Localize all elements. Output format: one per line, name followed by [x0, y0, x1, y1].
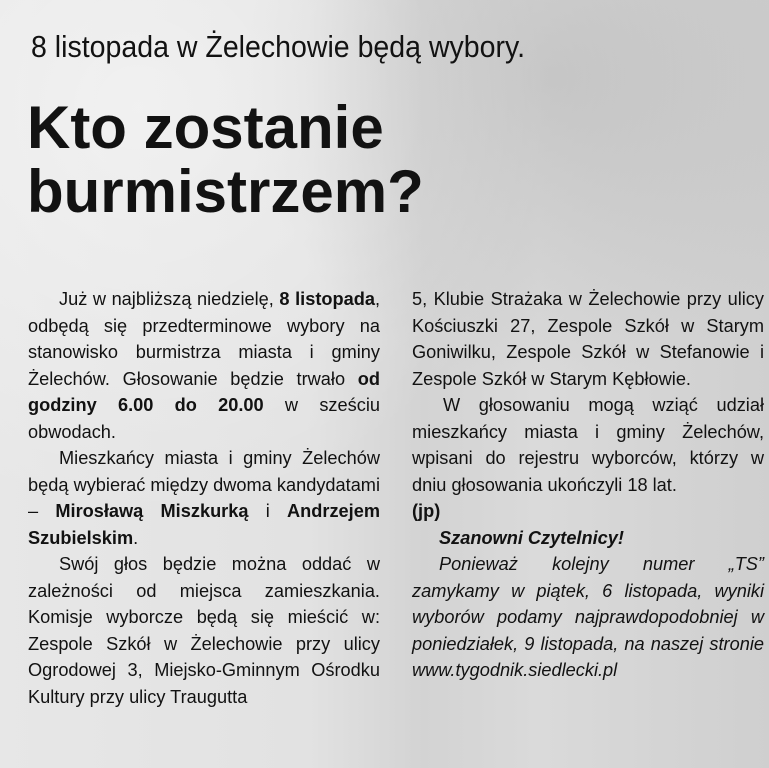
- text-run: .: [133, 527, 139, 548]
- article-left-column: [28, 286, 380, 710]
- text-run: i: [248, 501, 288, 521]
- headline-line-1: Kto zostanie: [27, 94, 384, 161]
- bold-date: 8 listopada: [279, 289, 375, 309]
- text-run: Już w najbliższą niedzielę,: [59, 289, 280, 309]
- candidate-name-2: Andrzejem Szubielskim: [28, 501, 380, 548]
- article-headline: [27, 96, 424, 224]
- headline-line-2: burmistrzem?: [27, 158, 424, 225]
- article-kicker: 8 listopada w Żelechowie będą wybory.: [31, 29, 526, 64]
- text-run: Mieszkańcy miasta i gminy Żelechów będą wybierać między dwoma kandydatami –: [28, 448, 380, 521]
- paragraph-election-date: [28, 286, 380, 445]
- text-run: w sześciu obwodach.: [28, 395, 380, 442]
- text-run: , odbędą się przedterminowe wybory na stanowisko burmistrza miasta i gminy Żelechów. Głosowanie będzie trwało: [28, 289, 381, 389]
- candidate-name-1: Mirosławą Miszkurką: [55, 501, 249, 521]
- paragraph-polling-stations-continued: 5, Klubie Strażaka w Żelechowie przy ulicy Kościuszki 27, Zespole Szkół w Starym Goniwilku, Zespole Szkół w Stefanowie i Zespole Szkół w Starym Kębłowie.: [412, 289, 764, 389]
- author-signature: (jp): [412, 501, 441, 521]
- article-right-column: [412, 286, 764, 684]
- paragraph-polling-stations: Swój głos będzie można oddać w zależności od miejsca zamieszkania. Komisje wyborcze będą się mieścić w: Zespole Szkół w Żelechowie przy ulicy Ogrodowej 3, Miejsko-Gminnym Ośrodku Kultury przy ulicy Traugutta: [28, 554, 380, 707]
- notice-heading: Szanowni Czytelnicy!: [439, 527, 624, 548]
- paragraph-eligibility: W głosowaniu mogą wziąć udział mieszkańcy miasta i gminy Żelechów, wpisani do rejestru wyborców, którzy w dniu głosowania ukończyli 18 lat.: [412, 395, 764, 495]
- bold-hours: od godziny 6.00 do 20.00: [28, 368, 380, 415]
- notice-text: Ponieważ kolejny numer „TS” zamykamy w piątek, 6 listopada, wyniki wyborów podamy najprawdopodobniej w poniedziałek, 9 listopada, na naszej stronie www.tygodnik.siedlecki.pl: [412, 554, 764, 680]
- paragraph-candidates: [28, 445, 380, 551]
